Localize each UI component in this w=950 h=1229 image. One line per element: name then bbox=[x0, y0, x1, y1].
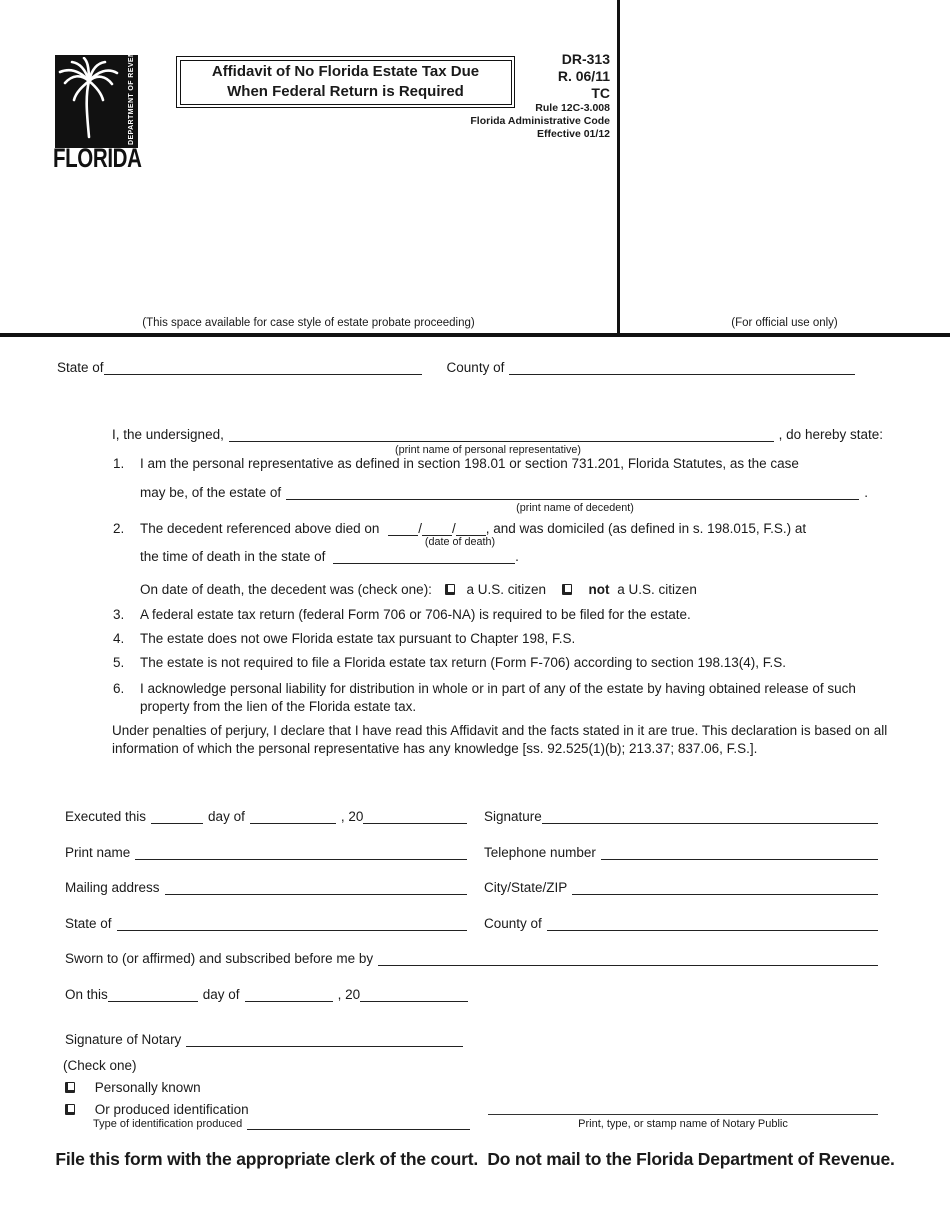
item-1-number: 1. bbox=[113, 456, 125, 471]
affidavit-item-6 bbox=[113, 680, 885, 715]
case-style-note: (This space available for case style of estate probate proceeding) bbox=[142, 317, 475, 329]
notary-month-line[interactable] bbox=[245, 987, 333, 1002]
exec-county-of-label: County of bbox=[484, 916, 542, 931]
death-day-line[interactable] bbox=[422, 521, 452, 536]
notary-day-number-line[interactable] bbox=[108, 987, 198, 1002]
executed-year-line[interactable] bbox=[363, 809, 467, 824]
not-label: not bbox=[588, 582, 610, 597]
executed-month-line[interactable] bbox=[250, 809, 336, 824]
notary-date-row bbox=[65, 987, 468, 1003]
date-of-death-caption: (date of death) bbox=[424, 536, 496, 548]
item-6-text: I acknowledge personal liability for distribution in whole or in part of any of the estate by having obtained release of such property from the lien of the Florida estate tax. bbox=[140, 681, 856, 714]
signature-of-notary-label: Signature of Notary bbox=[65, 1032, 182, 1047]
print-name-line[interactable] bbox=[135, 845, 467, 860]
notary-day-of-label: day of bbox=[202, 987, 240, 1002]
city-state-zip-line[interactable] bbox=[572, 880, 878, 895]
personal-representative-name-line[interactable] bbox=[229, 427, 774, 442]
mailing-city-row bbox=[65, 880, 878, 896]
notary-name-caption: Print, type, or stamp name of Notary Public bbox=[578, 1118, 788, 1130]
signature-line[interactable] bbox=[542, 809, 878, 824]
telephone-label: Telephone number bbox=[484, 845, 596, 860]
logo-florida-text: FLORIDA bbox=[53, 143, 142, 173]
city-state-zip-label: City/State/ZIP bbox=[484, 880, 568, 895]
official-use-note: (For official use only) bbox=[731, 317, 838, 329]
header-vertical-divider bbox=[617, 0, 620, 335]
affidavit-item-4 bbox=[113, 631, 868, 647]
venue-state-input-line[interactable] bbox=[104, 360, 422, 375]
form-title-box bbox=[176, 56, 515, 108]
item-6-number: 6. bbox=[113, 681, 125, 696]
opening-prefix: I, the undersigned, bbox=[112, 427, 224, 442]
item-4-number: 4. bbox=[113, 631, 125, 646]
date-slash-1: / bbox=[418, 521, 422, 536]
venue-row bbox=[57, 360, 855, 376]
produced-identification-label: Or produced identification bbox=[94, 1102, 249, 1117]
executed-day-number-line[interactable] bbox=[151, 809, 203, 824]
notary-year-line[interactable] bbox=[360, 987, 468, 1002]
item-3-text: A federal estate tax return (federal Form 706 or 706-NA) is required to be filed for the estate. bbox=[140, 607, 691, 622]
form-number: DR-313 bbox=[561, 51, 610, 67]
form-revision: R. 06/11 bbox=[557, 68, 610, 84]
venue-county-label: County of bbox=[446, 360, 505, 375]
item-2-line1-prefix: The decedent referenced above died on bbox=[140, 521, 380, 536]
telephone-line[interactable] bbox=[601, 845, 878, 860]
logo-department-text: DEPARTMENT OF REVENUE bbox=[128, 41, 135, 145]
executed-year-prefix: , 20 bbox=[340, 809, 364, 824]
affidavit-item-1 bbox=[113, 456, 868, 514]
florida-dor-logo bbox=[55, 41, 138, 148]
notary-year-prefix: , 20 bbox=[337, 987, 361, 1002]
citizenship-check-line bbox=[140, 582, 697, 598]
not-us-citizen-checkbox[interactable] bbox=[562, 584, 572, 595]
not-us-citizen-label: a U.S. citizen bbox=[617, 582, 697, 597]
item-1-period: . bbox=[864, 485, 868, 500]
filing-instruction: File this form with the appropriate clerk of the court. Do not mail to the Florida Department of Revenue. bbox=[55, 1149, 895, 1169]
signature-label: Signature bbox=[484, 809, 542, 824]
mailing-address-line[interactable] bbox=[165, 880, 467, 895]
type-of-id-line[interactable] bbox=[247, 1117, 470, 1130]
executed-this-label: Executed this bbox=[65, 809, 147, 824]
us-citizen-label: a U.S. citizen bbox=[466, 582, 546, 597]
palm-tree-icon bbox=[56, 57, 120, 145]
affidavit-item-3 bbox=[113, 607, 868, 623]
item-2-period: . bbox=[515, 549, 519, 564]
perjury-declaration: Under penalties of perjury, I declare that I have read this Affidavit and the facts stated in it are true. This declaration is based on all information of which the personal representative has any knowledge [ss. 92.525(1)(b); 213.37; 837.06, F.S.]. bbox=[112, 723, 888, 756]
exec-state-of-line[interactable] bbox=[117, 916, 467, 931]
state-county-row bbox=[65, 916, 878, 932]
decedent-name-line[interactable] bbox=[286, 485, 859, 500]
form-admin-code: Florida Administrative Code bbox=[470, 115, 610, 127]
item-4-text: The estate does not owe Florida estate tax pursuant to Chapter 198, F.S. bbox=[140, 631, 576, 646]
domicile-state-line[interactable] bbox=[333, 549, 515, 564]
venue-state-label: State of bbox=[57, 360, 104, 375]
affidavit-item-5 bbox=[113, 655, 868, 671]
exec-county-of-line[interactable] bbox=[547, 916, 878, 931]
form-effective: Effective 01/12 bbox=[537, 128, 610, 140]
form-meta-block bbox=[470, 51, 610, 141]
item-1-line1: I am the personal representative as defined in section 198.01 or section 731.201, Florida Statutes, as the case bbox=[140, 456, 799, 471]
sworn-label: Sworn to (or affirmed) and subscribed before me by bbox=[65, 951, 374, 966]
sworn-name-line[interactable] bbox=[378, 951, 878, 966]
item-3-number: 3. bbox=[113, 607, 125, 622]
produced-identification-row bbox=[65, 1102, 249, 1118]
print-name-label: Print name bbox=[65, 845, 131, 860]
affidavit-item-2 bbox=[113, 521, 868, 565]
item-1-line2-prefix: may be, of the estate of bbox=[140, 485, 282, 500]
date-slash-2: / bbox=[451, 521, 456, 536]
produced-identification-checkbox[interactable] bbox=[65, 1104, 75, 1115]
type-of-id-label: Type of identification produced bbox=[93, 1118, 243, 1130]
signature-of-notary-line[interactable] bbox=[186, 1032, 463, 1047]
printname-telephone-row bbox=[65, 845, 878, 861]
exec-state-of-label: State of bbox=[65, 916, 112, 931]
form-rule: Rule 12C-3.008 bbox=[535, 102, 610, 114]
on-this-label: On this bbox=[65, 987, 108, 1002]
check-one-label: (Check one) bbox=[63, 1058, 137, 1073]
sworn-row bbox=[65, 951, 878, 967]
type-of-id-row bbox=[93, 1117, 470, 1131]
opening-suffix: , do hereby state: bbox=[778, 427, 883, 442]
us-citizen-checkbox[interactable] bbox=[445, 584, 455, 595]
death-month-line[interactable] bbox=[388, 521, 418, 536]
notary-signature-row bbox=[65, 1032, 463, 1048]
mailing-address-label: Mailing address bbox=[65, 880, 160, 895]
personally-known-label: Personally known bbox=[94, 1080, 201, 1095]
form-title-line2: When Federal Return is Required bbox=[227, 83, 464, 100]
personally-known-row bbox=[65, 1080, 201, 1096]
opening-statement bbox=[112, 427, 883, 456]
notary-name-block bbox=[488, 1100, 878, 1130]
death-year-line[interactable] bbox=[456, 521, 486, 536]
item-2-line2-prefix: the time of death in the state of bbox=[140, 549, 326, 564]
form-tc: TC bbox=[591, 85, 610, 101]
notary-name-line[interactable] bbox=[488, 1100, 878, 1115]
executed-day-of-label: day of bbox=[208, 809, 245, 824]
item-2-line1-suffix: , and was domiciled (as defined in s. 198.015, F.S.) at bbox=[485, 521, 807, 536]
personally-known-checkbox[interactable] bbox=[65, 1082, 75, 1093]
venue-county-input-line[interactable] bbox=[509, 360, 855, 375]
item-5-number: 5. bbox=[113, 655, 125, 670]
header-horizontal-rule bbox=[0, 333, 950, 337]
executed-signature-row bbox=[65, 809, 878, 825]
item-2-number: 2. bbox=[113, 521, 125, 536]
citizen-prefix: On date of death, the decedent was (check one): bbox=[140, 582, 432, 597]
decedent-name-caption: (print name of decedent) bbox=[516, 502, 634, 514]
form-title-line1: Affidavit of No Florida Estate Tax Due bbox=[211, 63, 480, 80]
personal-representative-caption: (print name of personal representative) bbox=[394, 444, 582, 456]
item-5-text: The estate is not required to file a Florida estate tax return (Form F-706) according to section 198.13(4), F.S. bbox=[140, 655, 787, 670]
